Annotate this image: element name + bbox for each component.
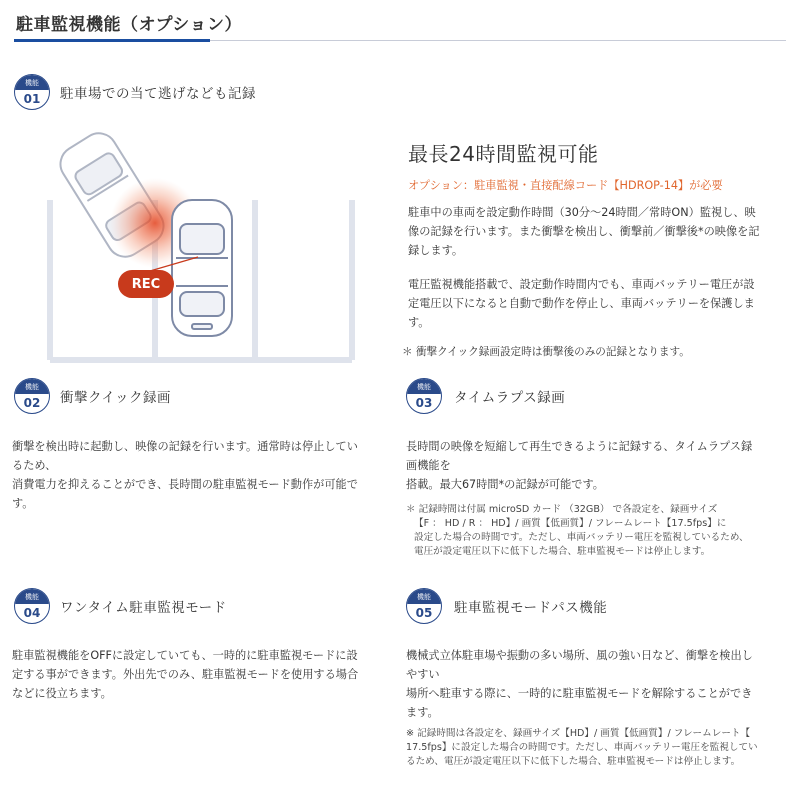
badge-label: 機能: [15, 75, 49, 90]
feature-title-05: 駐車監視モードパス機能: [454, 600, 608, 616]
badge-number: 05: [415, 606, 433, 620]
feature-title-04: ワンタイム駐車監視モード: [60, 600, 227, 616]
feature-title-02: 衝撃クイック録画: [60, 390, 172, 406]
note-line: ＊ 記録時間は付属 microSD カード （32GB） で各設定を、録画サイズ: [406, 504, 718, 515]
section5-note: [406, 727, 796, 769]
body-line: 機械式立体駐車場や振動の多い場所、風の強い日など、衝撃を検出し: [406, 649, 753, 662]
section1-footnote: ＊ 衝撃クイック録画設定時は衝撃後のみの記録となります。: [402, 346, 690, 358]
feature-badge-05: [406, 588, 442, 624]
badge-number: 01: [23, 92, 41, 106]
section1-body: [408, 203, 788, 260]
body-line: 消費電力を抑えることができ、長時間の駐車監視モード動作が可能で: [12, 478, 358, 491]
title-divider-accent: [14, 39, 210, 42]
feature-badge-03: [406, 378, 442, 414]
feature-badge-04: [14, 588, 50, 624]
body-line: 定する事ができます。外出先でのみ、駐車監視モードを使用する場合: [12, 668, 359, 681]
rec-label: REC: [131, 277, 161, 292]
section5-body: [406, 646, 790, 722]
body-line: す。: [408, 316, 430, 329]
note-line: ※ 記録時間は各設定を、録画サイズ【HD】/ 画質【低画質】/ フレームレート【: [406, 728, 751, 739]
page-title: 駐車監視機能（オプション）: [16, 15, 242, 35]
badge-label: 機能: [407, 589, 441, 604]
note-line: 設定した場合の時間です。ただし、車両バッテリー電圧を監視しているため、: [414, 532, 749, 543]
section4-body: [12, 646, 392, 703]
feature-title-01: 駐車場での当て逃げなども記録: [60, 86, 256, 102]
body-line: 衝撃を検出時に起動し、映像の記録を行います。通常時は停止してい: [12, 440, 358, 453]
badge-number: 03: [415, 396, 433, 410]
feature-badge-02: [14, 378, 50, 414]
feature-title-03: タイムラプス録画: [454, 390, 566, 406]
badge-label: 機能: [15, 379, 49, 394]
body-line: 定電圧以下になると自動で動作を停止し、車両バッテリーを保護しま: [408, 297, 755, 310]
body-line: 電圧監視機能搭載で、設定動作時間内でも、車両バッテリー電圧が設: [408, 278, 755, 291]
front-car: [172, 200, 232, 336]
note-line: 【F ： HD / R ： HD】/ 画質【低画質】/ フレームレート【17.5fps】に: [414, 518, 727, 529]
note-line: るため、電圧が設定電圧以下に低下した場合、駐車監視モードは停止します。: [406, 756, 741, 767]
note-line: 電圧が設定電圧以下に低下した場合、駐車監視モードは停止します。: [414, 546, 711, 557]
parking-illustration: [30, 120, 370, 370]
body-line: す。: [12, 497, 34, 510]
body-line: 場所へ駐車する際に、一時的に駐車監視モードを解除することができ: [406, 687, 753, 700]
body-line: 長時間の映像を短縮して再生できるように記録する、タイムラプス録: [406, 440, 753, 453]
body-line: 駐車中の車両を設定動作時間（30分〜24時間／常時ON）監視し、映: [408, 206, 756, 219]
section1-body2: [408, 275, 788, 332]
body-line: るため、: [12, 459, 57, 472]
body-line: 像の記録を行います。また衝撃を検出し、衝撃前／衝撃後*の映像を記: [408, 225, 760, 238]
section3-body: [406, 437, 790, 494]
option-note: オプション：駐車監視・直接配線コード【HDROP-14】が必要: [408, 179, 723, 192]
section3-note: [406, 503, 796, 559]
body-line: やすい: [406, 668, 440, 681]
headline: 最長24時間監視可能: [408, 142, 599, 166]
body-line: 画機能を: [406, 459, 451, 472]
badge-label: 機能: [407, 379, 441, 394]
section2-body: [12, 437, 390, 513]
body-line: などに役立ちます。: [12, 687, 112, 700]
badge-number: 02: [23, 396, 41, 410]
body-line: 搭載。最大67時間*の記録が可能です。: [406, 478, 604, 491]
badge-number: 04: [23, 606, 41, 620]
feature-badge-01: [14, 74, 50, 110]
body-line: 録します。: [408, 244, 464, 257]
body-line: ます。: [406, 706, 439, 719]
body-line: 駐車監視機能をOFFに設定していても、一時的に駐車監視モードに設: [12, 649, 358, 662]
note-line: 17.5fps】に設定した場合の時間です。ただし、車両バッテリー電圧を監視してい: [406, 742, 758, 753]
badge-label: 機能: [15, 589, 49, 604]
